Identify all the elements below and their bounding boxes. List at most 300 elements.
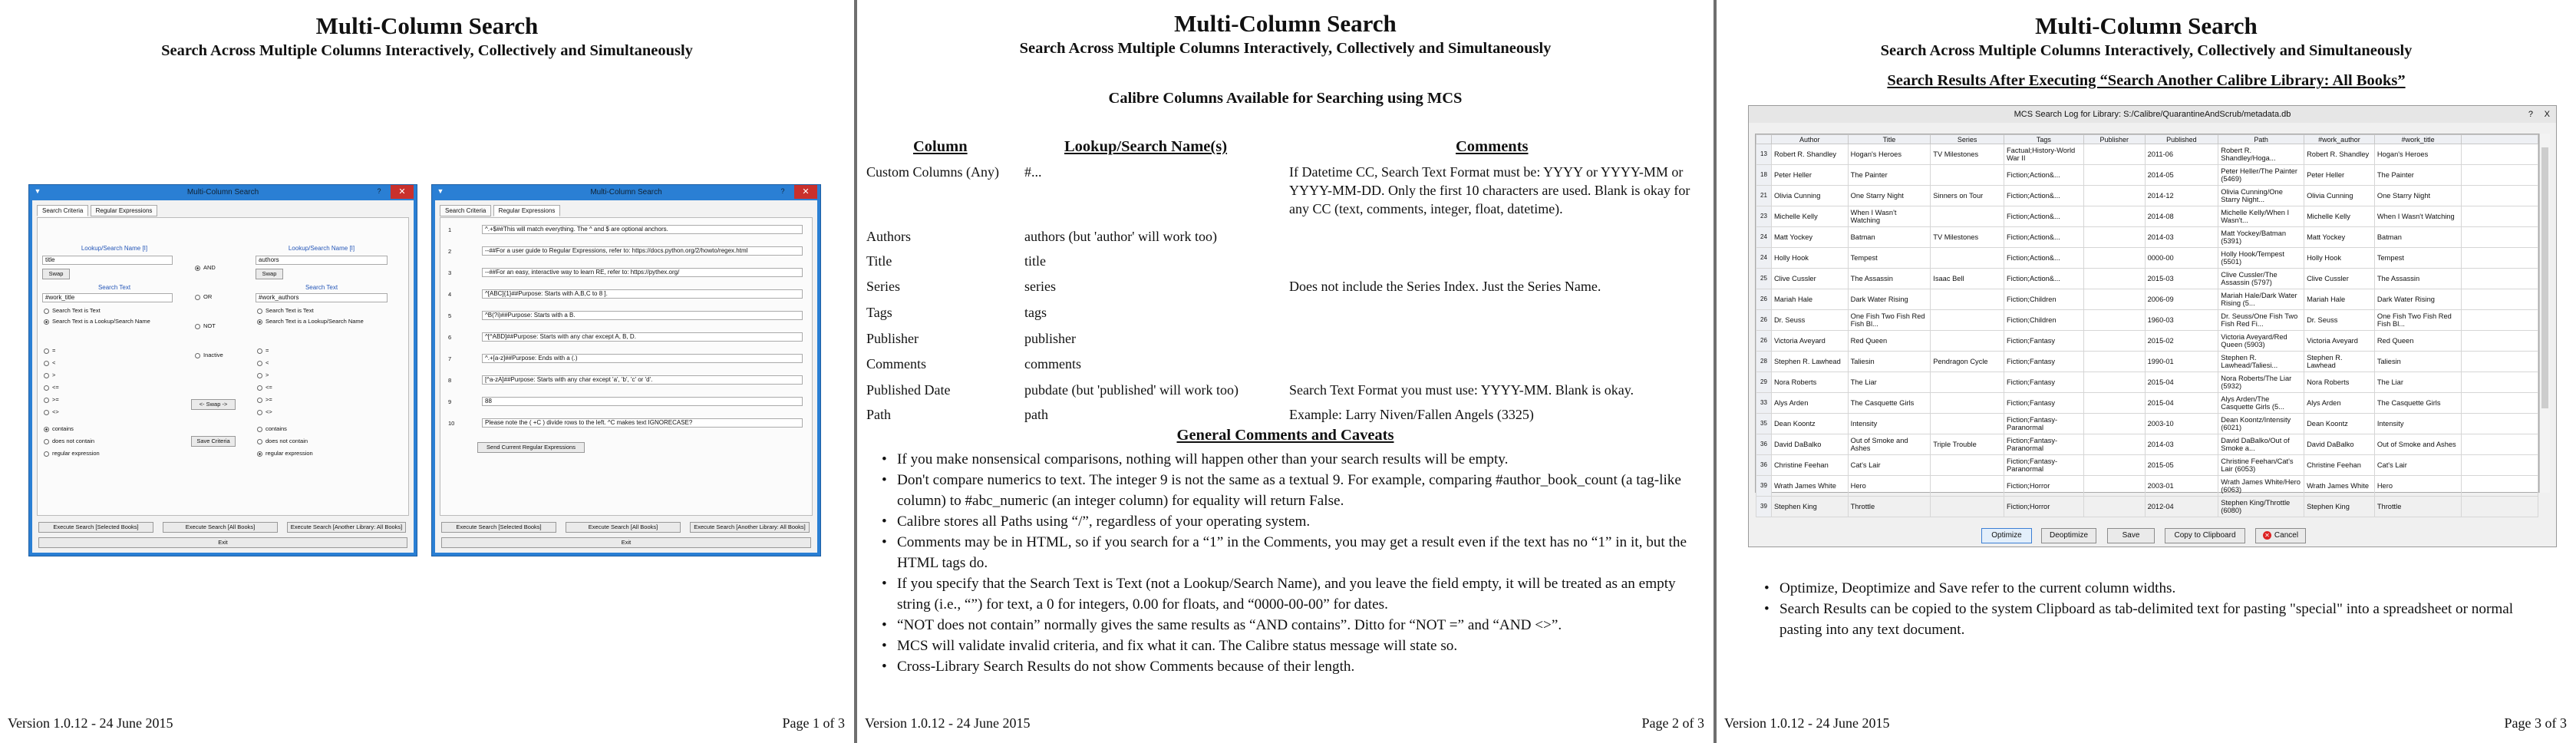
left-op-le[interactable]: <=: [44, 384, 59, 391]
cell-author[interactable]: Stephen R. Lawhead: [1771, 352, 1848, 372]
cell-tags[interactable]: Fiction;Fantasy: [2004, 372, 2084, 393]
cell-author[interactable]: Dean Koontz: [1771, 414, 1848, 434]
cell-path[interactable]: Robert R. Shandley/Hoga...: [2218, 144, 2304, 165]
cell-work-author[interactable]: Michelle Kelly: [2304, 206, 2375, 227]
cell-work-author[interactable]: Peter Heller: [2304, 165, 2375, 186]
cell-author[interactable]: Alys Arden: [1771, 393, 1848, 414]
row-number[interactable]: 36: [1756, 434, 1772, 455]
cell-path[interactable]: Matt Yockey/Batman (5391): [2218, 227, 2304, 248]
cell-path[interactable]: Victoria Aveyard/Red Queen (5903): [2218, 331, 2304, 352]
cell-series[interactable]: [1931, 414, 2004, 434]
cell-publisher[interactable]: [2083, 414, 2145, 434]
column-header[interactable]: Title: [1848, 135, 1931, 144]
regex-field[interactable]: ^.+[a-z]##Purpose: Ends with a (.): [482, 354, 803, 363]
cell-publisher[interactable]: [2083, 393, 2145, 414]
cell-title[interactable]: The Casquette Girls: [1848, 393, 1931, 414]
cell-tags[interactable]: Fiction;Action&...: [2004, 165, 2084, 186]
cell-publisher[interactable]: [2083, 476, 2145, 497]
cell-series[interactable]: [1931, 476, 2004, 497]
row-number[interactable]: 26: [1756, 289, 1772, 310]
deoptimize-button[interactable]: Deoptimize: [2041, 528, 2096, 543]
left-match-contains[interactable]: contains: [44, 425, 74, 432]
cell-publisher[interactable]: [2083, 289, 2145, 310]
criteria-pane: [37, 217, 409, 516]
cell-title[interactable]: Dark Water Rising: [1848, 289, 1931, 310]
table-row[interactable]: [1756, 455, 2538, 476]
corner-cell: [1756, 135, 1772, 144]
cell-published[interactable]: 2015-05: [2145, 455, 2218, 476]
cell-tags[interactable]: Fiction;Fantasy-Paranormal: [2004, 455, 2084, 476]
cell-work-title[interactable]: The Painter: [2374, 165, 2462, 186]
cell-path[interactable]: Nora Roberts/The Liar (5932): [2218, 372, 2304, 393]
cell-series[interactable]: [1931, 310, 2004, 331]
log-title: MCS Search Log for Library: S:/Calibre/QuarantineAndScrub/metadata.db: [2014, 110, 2291, 119]
cell-published[interactable]: 2006-09: [2145, 289, 2218, 310]
cell-published[interactable]: 2003-01: [2145, 476, 2218, 497]
table-row[interactable]: [1756, 476, 2538, 497]
left-search-text-field[interactable]: #work_title: [42, 293, 173, 302]
cell-series[interactable]: Triple Trouble: [1931, 434, 2004, 455]
table-row[interactable]: [1756, 248, 2538, 269]
cell-published[interactable]: 2014-03: [2145, 434, 2218, 455]
regex-row: 2 --##For a user guide to Regular Expressions, refer to: https://docs.python.org/2/howto/regex.html: [445, 246, 807, 258]
cell-title[interactable]: Cat's Lair: [1848, 455, 1931, 476]
row-number[interactable]: 35: [1756, 414, 1772, 434]
cell-tags[interactable]: Fiction;Action&...: [2004, 269, 2084, 289]
row-number[interactable]: 36: [1756, 455, 1772, 476]
cell-work-title[interactable]: Out of Smoke and Ashes: [2374, 434, 2462, 455]
column-header[interactable]: #work_title: [2374, 135, 2462, 144]
tab-search-criteria[interactable]: Search Criteria: [37, 205, 88, 216]
right-op-gt[interactable]: >: [257, 372, 269, 378]
cell-work-author[interactable]: Wrath James White: [2304, 476, 2375, 497]
right-opt-text[interactable]: Search Text is Text: [257, 307, 314, 314]
left-lookup-name-field[interactable]: title: [42, 256, 173, 265]
cell-published[interactable]: 2015-03: [2145, 269, 2218, 289]
cell-title[interactable]: Intensity: [1848, 414, 1931, 434]
regex-field[interactable]: 88: [482, 397, 803, 406]
cell-published[interactable]: 2003-10: [2145, 414, 2218, 434]
cell-series[interactable]: Isaac Bell: [1931, 269, 2004, 289]
table-row[interactable]: [1756, 497, 2538, 517]
table-row[interactable]: [1756, 186, 2538, 206]
table-row[interactable]: [1756, 393, 2538, 414]
table-row[interactable]: [1756, 165, 2538, 186]
right-search-text-field[interactable]: #work_authors: [256, 293, 388, 302]
cell-work-title[interactable]: One Starry Night: [2374, 186, 2462, 206]
right-op-lt[interactable]: <: [257, 359, 269, 366]
left-opt-text[interactable]: Search Text is Text: [44, 307, 101, 314]
help-icon[interactable]: ?: [377, 187, 381, 195]
cell-published[interactable]: 2012-04: [2145, 497, 2218, 517]
cell-work-author[interactable]: Stephen R. Lawhead: [2304, 352, 2375, 372]
table-row[interactable]: [1756, 372, 2538, 393]
left-op-gt[interactable]: >: [44, 372, 55, 378]
save-button[interactable]: Save: [2107, 528, 2155, 543]
cell-tags[interactable]: Fiction;Action&...: [2004, 206, 2084, 227]
logic-and[interactable]: AND: [195, 264, 216, 271]
left-swap-button[interactable]: Swap: [42, 269, 70, 279]
column-header[interactable]: Path: [2218, 135, 2304, 144]
cell-title[interactable]: Tempest: [1848, 248, 1931, 269]
cell-published[interactable]: 2014-03: [2145, 227, 2218, 248]
cell-title[interactable]: One Starry Night: [1848, 186, 1931, 206]
table-row[interactable]: [1756, 289, 2538, 310]
cell-publisher[interactable]: [2083, 269, 2145, 289]
cell-tags[interactable]: Fiction;Fantasy-Paranormal: [2004, 434, 2084, 455]
cell-work-author[interactable]: Stephen King: [2304, 497, 2375, 517]
right-match-not-contains[interactable]: does not contain: [257, 438, 308, 444]
cell-work-author[interactable]: Dr. Seuss: [2304, 310, 2375, 331]
cell-path[interactable]: Olivia Cunning/One Starry Night...: [2218, 186, 2304, 206]
regex-field[interactable]: --##For an easy, interactive way to learn RE, refer to: https://pythex.org/: [482, 268, 803, 277]
cell-series[interactable]: Pendragon Cycle: [1931, 352, 2004, 372]
cell-series[interactable]: [1931, 393, 2004, 414]
right-op-ge[interactable]: >=: [257, 396, 272, 403]
cell-work-author[interactable]: David DaBalko: [2304, 434, 2375, 455]
execute-selected-button[interactable]: Execute Search [Selected Books]: [441, 522, 556, 533]
cell-author[interactable]: Robert R. Shandley: [1771, 144, 1848, 165]
tab-regular-expressions[interactable]: Regular Expressions: [493, 205, 561, 216]
row-number[interactable]: 13: [1756, 144, 1772, 165]
cell-author[interactable]: Dr. Seuss: [1771, 310, 1848, 331]
cell-tags[interactable]: Fiction;Action&...: [2004, 227, 2084, 248]
right-op-eq[interactable]: =: [257, 347, 269, 354]
left-op-lt[interactable]: <: [44, 359, 55, 366]
regex-row: 7 ^.+[a-z]##Purpose: Ends with a (.): [445, 353, 807, 365]
cell-work-title[interactable]: When I Wasn't Watching: [2374, 206, 2462, 227]
cell-author[interactable]: David DaBalko: [1771, 434, 1848, 455]
cell-tags[interactable]: Fiction;Fantasy: [2004, 352, 2084, 372]
cell-published[interactable]: 1990-01: [2145, 352, 2218, 372]
right-op-ne[interactable]: <>: [257, 408, 272, 415]
cell-path[interactable]: Holly Hook/Tempest (5501): [2218, 248, 2304, 269]
table-cell-column: Custom Columns (Any): [866, 164, 1000, 180]
cell-publisher[interactable]: [2083, 144, 2145, 165]
cell-published[interactable]: 2011-06: [2145, 144, 2218, 165]
logic-not[interactable]: NOT: [195, 322, 216, 329]
exit-button[interactable]: Exit: [441, 537, 811, 548]
cell-author[interactable]: Michelle Kelly: [1771, 206, 1848, 227]
window-title: Multi-Column Search: [186, 188, 259, 196]
cell-publisher[interactable]: [2083, 186, 2145, 206]
cell-tags[interactable]: Fiction;Horror: [2004, 497, 2084, 517]
regex-field[interactable]: [^a-zA]##Purpose: Starts with any char except 'a', 'b', 'c' or 'd'.: [482, 375, 803, 385]
cell-work-author[interactable]: Christine Feehan: [2304, 455, 2375, 476]
cell-series[interactable]: [1931, 165, 2004, 186]
cell-publisher[interactable]: [2083, 352, 2145, 372]
cell-path[interactable]: Stephen R. Lawhead/Taliesi...: [2218, 352, 2304, 372]
column-header[interactable]: Publisher: [2083, 135, 2145, 144]
cell-author[interactable]: Nora Roberts: [1771, 372, 1848, 393]
cell-path[interactable]: Christine Feehan/Cat's Lair (6053): [2218, 455, 2304, 476]
left-match-regex[interactable]: regular expression: [44, 450, 100, 457]
table-row[interactable]: [1756, 414, 2538, 434]
cell-title[interactable]: Out of Smoke and Ashes: [1848, 434, 1931, 455]
cell-filler: [2462, 186, 2538, 206]
table-row[interactable]: [1756, 310, 2538, 331]
cell-filler: [2462, 289, 2538, 310]
cell-author[interactable]: Olivia Cunning: [1771, 186, 1848, 206]
right-swap-button[interactable]: Swap: [256, 269, 283, 279]
cell-title[interactable]: Batman: [1848, 227, 1931, 248]
regex-field[interactable]: ^B(?i)##Purpose: Starts with a B.: [482, 311, 803, 320]
row-number[interactable]: 21: [1756, 186, 1772, 206]
left-op-ne[interactable]: <>: [44, 408, 59, 415]
cell-work-title[interactable]: One Fish Two Fish Red Fish Bl...: [2374, 310, 2462, 331]
cell-series[interactable]: TV Milestones: [1931, 227, 2004, 248]
cell-title[interactable]: Taliesin: [1848, 352, 1931, 372]
cell-work-author[interactable]: Matt Yockey: [2304, 227, 2375, 248]
cell-published[interactable]: 2014-08: [2145, 206, 2218, 227]
list-item: • MCS will validate invalid criteria, and fix what it can. The Calibre status message will state so.: [880, 636, 1701, 656]
cell-path[interactable]: Dr. Seuss/One Fish Two Fish Red Fi...: [2218, 310, 2304, 331]
cell-work-title[interactable]: Hogan's Heroes: [2374, 144, 2462, 165]
cell-work-title[interactable]: Red Queen: [2374, 331, 2462, 352]
cell-author[interactable]: Matt Yockey: [1771, 227, 1848, 248]
right-lookup-name-field[interactable]: authors: [256, 256, 388, 265]
cell-work-title[interactable]: Taliesin: [2374, 352, 2462, 372]
cell-author[interactable]: Holly Hook: [1771, 248, 1848, 269]
table-row[interactable]: [1756, 434, 2538, 455]
table-row[interactable]: [1756, 206, 2538, 227]
row-number[interactable]: 39: [1756, 476, 1772, 497]
cell-work-title[interactable]: The Assassin: [2374, 269, 2462, 289]
cell-filler: [2462, 206, 2538, 227]
cell-publisher[interactable]: [2083, 372, 2145, 393]
cell-tags[interactable]: Fiction;Fantasy: [2004, 331, 2084, 352]
cell-author[interactable]: Wrath James White: [1771, 476, 1848, 497]
execute-selected-button[interactable]: Execute Search [Selected Books]: [38, 522, 153, 533]
table-row[interactable]: [1756, 331, 2538, 352]
cell-title[interactable]: The Assassin: [1848, 269, 1931, 289]
row-number[interactable]: 33: [1756, 393, 1772, 414]
cell-series[interactable]: [1931, 372, 2004, 393]
cell-work-author[interactable]: Victoria Aveyard: [2304, 331, 2375, 352]
footer-page-number: Page 1 of 3: [782, 715, 845, 731]
cell-published[interactable]: 2015-04: [2145, 393, 2218, 414]
cell-filler: [2462, 497, 2538, 517]
regex-field[interactable]: ^[ABC]{1}##Purpose: Starts with A,B,C to 8 ].: [482, 289, 803, 299]
cell-work-author[interactable]: Olivia Cunning: [2304, 186, 2375, 206]
right-opt-lookup[interactable]: Search Text is a Lookup/Search Name: [257, 318, 364, 325]
column-header-lookup: Lookup/Search Name(s): [1064, 138, 1228, 155]
cell-title[interactable]: Throttle: [1848, 497, 1931, 517]
cell-tags[interactable]: Fiction;Children: [2004, 310, 2084, 331]
cell-path[interactable]: Clive Cussler/The Assassin (5797): [2218, 269, 2304, 289]
execute-all-button[interactable]: Execute Search [All Books]: [566, 522, 681, 533]
cell-title[interactable]: Hogan's Heroes: [1848, 144, 1931, 165]
cell-path[interactable]: Michelle Kelly/When I Wasn't...: [2218, 206, 2304, 227]
left-op-eq[interactable]: =: [44, 347, 55, 354]
row-number[interactable]: 25: [1756, 269, 1772, 289]
regex-field[interactable]: ^[^ABD]##Purpose: Starts with any char except A, B, D.: [482, 332, 803, 342]
cell-work-author[interactable]: Nora Roberts: [2304, 372, 2375, 393]
column-header[interactable]: Tags: [2004, 135, 2084, 144]
cell-series[interactable]: [1931, 248, 2004, 269]
cell-tags[interactable]: Factual;History-World War II: [2004, 144, 2084, 165]
table-cell-lookup: title: [1024, 253, 1046, 269]
column-header[interactable]: #work_author: [2304, 135, 2375, 144]
row-number[interactable]: 26: [1756, 331, 1772, 352]
regex-pane: [440, 217, 813, 516]
logic-inactive[interactable]: Inactive: [195, 352, 223, 358]
tab-regular-expressions[interactable]: Regular Expressions: [91, 205, 158, 216]
send-regex-button[interactable]: Send Current Regular Expressions: [477, 442, 585, 453]
cell-publisher[interactable]: [2083, 165, 2145, 186]
help-icon[interactable]: ?: [2528, 110, 2533, 119]
cell-work-author[interactable]: Clive Cussler: [2304, 269, 2375, 289]
cell-work-title[interactable]: Tempest: [2374, 248, 2462, 269]
close-icon[interactable]: ✕: [391, 185, 414, 199]
cell-work-title[interactable]: The Liar: [2374, 372, 2462, 393]
cell-path[interactable]: Alys Arden/The Casquette Girls (5...: [2218, 393, 2304, 414]
cell-series[interactable]: [1931, 497, 2004, 517]
right-match-contains[interactable]: contains: [257, 425, 287, 432]
table-row[interactable]: [1756, 352, 2538, 372]
cell-path[interactable]: Dean Koontz/Intensity (6021): [2218, 414, 2304, 434]
cell-work-title[interactable]: Intensity: [2374, 414, 2462, 434]
cell-work-author[interactable]: Mariah Hale: [2304, 289, 2375, 310]
left-op-ge[interactable]: >=: [44, 396, 59, 403]
cell-publisher[interactable]: [2083, 227, 2145, 248]
right-match-regex[interactable]: regular expression: [257, 450, 313, 457]
list-item: • “NOT does not contain” normally gives the same results as “AND contains”. Ditto for “NOT =” and “AND <>”.: [880, 615, 1701, 636]
list-item: • If you make nonsensical comparisons, nothing will happen other than your search results will be empty.: [880, 449, 1701, 470]
cell-title[interactable]: The Liar: [1848, 372, 1931, 393]
row-number[interactable]: 26: [1756, 310, 1772, 331]
cell-author[interactable]: Christine Feehan: [1771, 455, 1848, 476]
cell-published[interactable]: 2015-02: [2145, 331, 2218, 352]
cell-work-author[interactable]: Robert R. Shandley: [2304, 144, 2375, 165]
regex-field[interactable]: ^.+$##This will match everything. The ^ and $ are optional anchors.: [482, 225, 803, 234]
cell-series[interactable]: TV Milestones: [1931, 144, 2004, 165]
list-item: • Don't compare numerics to text. The integer 9 is not the same as a textual 9. For example, comparing #author_book_count (a tag-like column) to #abc_numeric (an integer column) for equality will return False.: [880, 470, 1701, 511]
table-row[interactable]: [1756, 144, 2538, 165]
table-row[interactable]: [1756, 227, 2538, 248]
cell-publisher[interactable]: [2083, 248, 2145, 269]
left-match-not-contains[interactable]: does not contain: [44, 438, 94, 444]
cancel-button[interactable]: [2255, 528, 2306, 543]
cell-work-title[interactable]: Hero: [2374, 476, 2462, 497]
table-cell-column: Tags: [866, 305, 892, 320]
save-criteria-button[interactable]: Save Criteria: [191, 436, 236, 447]
close-icon[interactable]: ✕: [794, 185, 817, 199]
cell-published[interactable]: 2015-04: [2145, 372, 2218, 393]
cell-series[interactable]: [1931, 455, 2004, 476]
cell-publisher[interactable]: [2083, 331, 2145, 352]
cell-author[interactable]: Victoria Aveyard: [1771, 331, 1848, 352]
cell-publisher[interactable]: [2083, 497, 2145, 517]
cell-series[interactable]: [1931, 331, 2004, 352]
cell-path[interactable]: Stephen King/Throttle (6080): [2218, 497, 2304, 517]
cell-author[interactable]: Stephen King: [1771, 497, 1848, 517]
cell-title[interactable]: When I Wasn't Watching: [1848, 206, 1931, 227]
row-number[interactable]: 23: [1756, 206, 1772, 227]
cell-work-author[interactable]: Holly Hook: [2304, 248, 2375, 269]
execute-another-library-button[interactable]: Execute Search [Another Library: All Books]: [690, 522, 810, 533]
close-icon[interactable]: X: [2544, 110, 2550, 119]
table-row[interactable]: [1756, 269, 2538, 289]
copy-to-clipboard-button[interactable]: Copy to Clipboard: [2165, 528, 2245, 543]
row-number[interactable]: 24: [1756, 227, 1772, 248]
cell-path[interactable]: Peter Heller/The Painter (5469): [2218, 165, 2304, 186]
scrollbar-thumb[interactable]: [2541, 147, 2548, 408]
cell-published[interactable]: 2014-05: [2145, 165, 2218, 186]
help-icon[interactable]: ?: [780, 187, 785, 195]
cell-publisher[interactable]: [2083, 455, 2145, 476]
regex-field[interactable]: --##For a user guide to Regular Expressions, refer to: https://docs.python.org/2/howto/regex.html: [482, 246, 803, 256]
tab-search-criteria[interactable]: Search Criteria: [440, 205, 491, 216]
cell-path[interactable]: David DaBalko/Out of Smoke a...: [2218, 434, 2304, 455]
cell-path[interactable]: Wrath James White/Hero (6063): [2218, 476, 2304, 497]
left-search-text-label: Search Text: [97, 284, 131, 291]
cell-path[interactable]: Mariah Hale/Dark Water Rising (5...: [2218, 289, 2304, 310]
column-header[interactable]: Series: [1931, 135, 2004, 144]
cell-tags[interactable]: Fiction;Horror: [2004, 476, 2084, 497]
optimize-button[interactable]: Optimize: [1981, 528, 2032, 543]
cell-author[interactable]: Clive Cussler: [1771, 269, 1848, 289]
table-cell-lookup: tags: [1024, 305, 1047, 320]
cell-author[interactable]: Peter Heller: [1771, 165, 1848, 186]
cell-series[interactable]: Sinners on Tour: [1931, 186, 2004, 206]
cell-published[interactable]: 0000-00: [2145, 248, 2218, 269]
column-header[interactable]: Published: [2145, 135, 2218, 144]
cell-publisher[interactable]: [2083, 310, 2145, 331]
column-header[interactable]: Author: [1771, 135, 1848, 144]
cell-tags[interactable]: Fiction;Action&...: [2004, 248, 2084, 269]
cell-title[interactable]: Hero: [1848, 476, 1931, 497]
cell-author[interactable]: Mariah Hale: [1771, 289, 1848, 310]
right-op-le[interactable]: <=: [257, 384, 272, 391]
execute-all-button[interactable]: Execute Search [All Books]: [163, 522, 278, 533]
cell-work-title[interactable]: Dark Water Rising: [2374, 289, 2462, 310]
cell-tags[interactable]: Fiction;Fantasy-Paranormal: [2004, 414, 2084, 434]
cell-tags[interactable]: Fiction;Action&...: [2004, 186, 2084, 206]
cell-published[interactable]: 2014-12: [2145, 186, 2218, 206]
cell-title[interactable]: Red Queen: [1848, 331, 1931, 352]
regex-field[interactable]: Please note the ( +C ) divide rows to the left. ^C makes text IGNORECASE?: [482, 418, 803, 428]
cell-series[interactable]: [1931, 289, 2004, 310]
cell-publisher[interactable]: [2083, 206, 2145, 227]
cell-work-title[interactable]: Throttle: [2374, 497, 2462, 517]
row-number[interactable]: 39: [1756, 497, 1772, 517]
vertical-scrollbar[interactable]: [2539, 134, 2550, 493]
logic-or[interactable]: OR: [195, 293, 212, 300]
left-opt-lookup[interactable]: Search Text is a Lookup/Search Name: [44, 318, 150, 325]
cell-work-title[interactable]: The Casquette Girls: [2374, 393, 2462, 414]
cell-work-title[interactable]: Batman: [2374, 227, 2462, 248]
cell-work-author[interactable]: Dean Koontz: [2304, 414, 2375, 434]
cell-published[interactable]: 1960-03: [2145, 310, 2218, 331]
row-number[interactable]: 29: [1756, 372, 1772, 393]
cell-work-title[interactable]: Cat's Lair: [2374, 455, 2462, 476]
cell-publisher[interactable]: [2083, 434, 2145, 455]
regex-row: 4 ^[ABC]{1}##Purpose: Starts with A,B,C to 8 ].: [445, 289, 807, 301]
execute-another-library-button[interactable]: Execute Search [Another Library: All Books]: [287, 522, 406, 533]
cell-tags[interactable]: Fiction;Children: [2004, 289, 2084, 310]
row-number[interactable]: 24: [1756, 248, 1772, 269]
row-number[interactable]: 18: [1756, 165, 1772, 186]
cell-title[interactable]: One Fish Two Fish Red Fish Bl...: [1848, 310, 1931, 331]
cell-work-author[interactable]: Alys Arden: [2304, 393, 2375, 414]
cell-title[interactable]: The Painter: [1848, 165, 1931, 186]
cell-tags[interactable]: Fiction;Fantasy: [2004, 393, 2084, 414]
row-number[interactable]: 28: [1756, 352, 1772, 372]
swap-criteria-button[interactable]: <- Swap ->: [191, 399, 236, 410]
exit-button[interactable]: Exit: [38, 537, 407, 548]
cell-series[interactable]: [1931, 206, 2004, 227]
